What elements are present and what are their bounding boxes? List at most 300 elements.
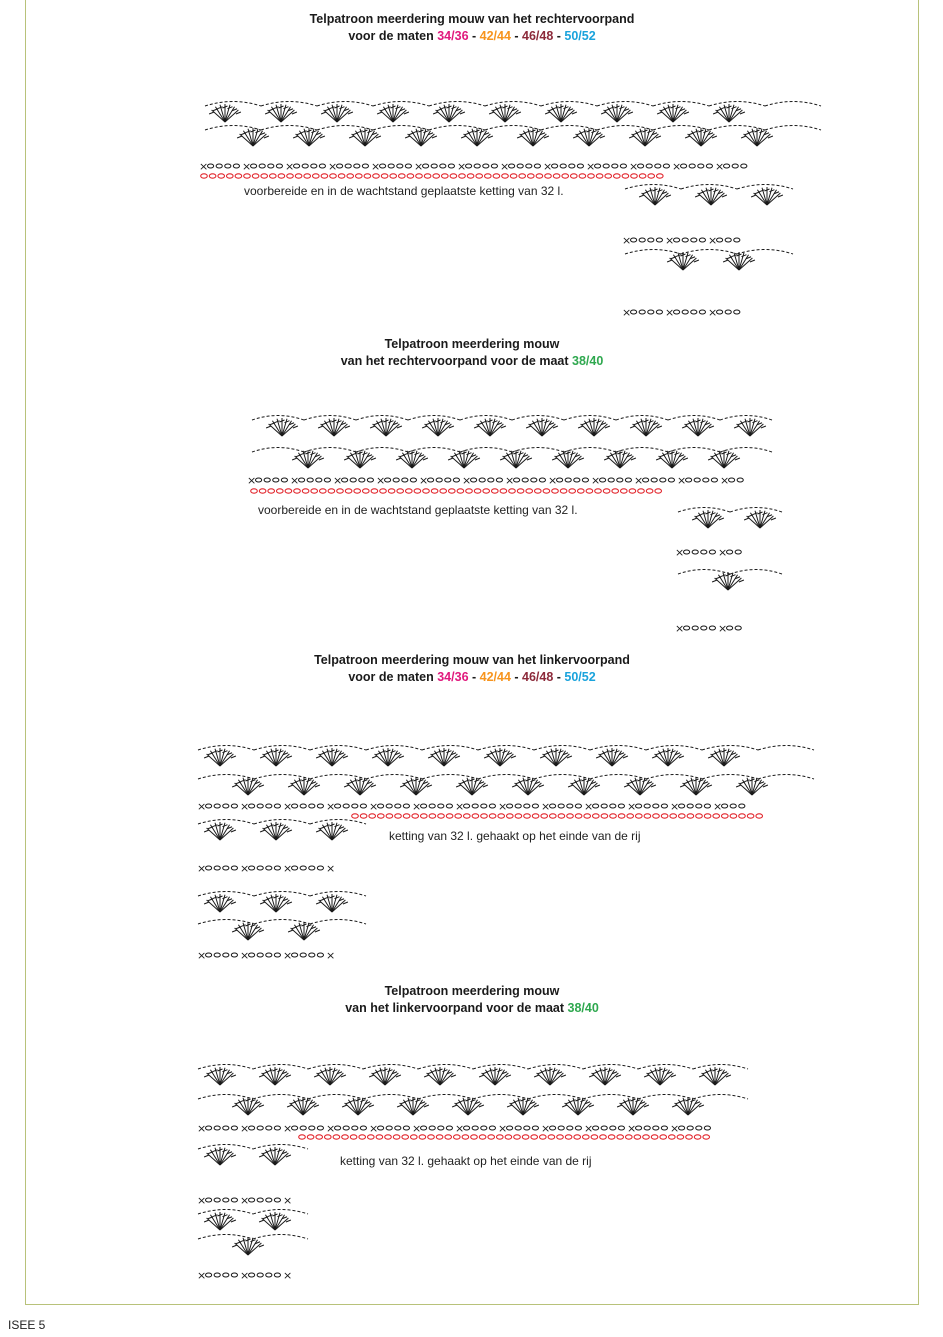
chain-stitch bbox=[646, 489, 653, 493]
chain-stitch bbox=[385, 478, 391, 482]
single-crochet-symbol: × bbox=[326, 949, 336, 962]
chain-stitch bbox=[653, 1126, 659, 1130]
chain-stitch bbox=[540, 1135, 547, 1139]
treble-bar bbox=[497, 1070, 502, 1072]
chain-stitch bbox=[381, 174, 388, 178]
chain-stitch bbox=[617, 478, 623, 482]
chain-stitch bbox=[249, 1126, 255, 1130]
single-crochet-symbol: × bbox=[371, 160, 381, 173]
single-crochet-symbol: × bbox=[283, 1269, 293, 1282]
treble-bar bbox=[492, 421, 497, 423]
chain-stitch bbox=[653, 814, 660, 818]
chain-stitch bbox=[399, 174, 406, 178]
treble-bar bbox=[708, 458, 713, 460]
chain-stitch bbox=[274, 1198, 280, 1202]
single-crochet-symbol: × bbox=[369, 1122, 379, 1135]
chain-stitch bbox=[657, 174, 664, 178]
chain-stitch bbox=[402, 478, 408, 482]
chain-stitch bbox=[699, 238, 705, 242]
treble-bar bbox=[442, 107, 447, 109]
chain-stitch bbox=[578, 489, 585, 493]
single-crochet-symbol: × bbox=[240, 800, 250, 813]
chain-stitch bbox=[428, 478, 434, 482]
chain-stitch bbox=[411, 1135, 418, 1139]
treble-bar bbox=[305, 1100, 310, 1102]
chain-stitch bbox=[622, 174, 629, 178]
treble-bar bbox=[315, 930, 320, 932]
treble-bar bbox=[334, 825, 339, 827]
chain-stitch bbox=[661, 1126, 667, 1130]
chain-stitch bbox=[462, 1135, 469, 1139]
treble-bar bbox=[648, 421, 653, 423]
treble-bar bbox=[209, 112, 214, 114]
treble-bar bbox=[286, 1075, 291, 1077]
chain-stitch bbox=[218, 174, 225, 178]
chain-stitch bbox=[268, 489, 275, 493]
treble-bar bbox=[619, 107, 624, 109]
chain-stitch bbox=[617, 1135, 624, 1139]
treble-bar bbox=[525, 1100, 530, 1102]
treble-bar bbox=[406, 1100, 411, 1102]
chain-stitch bbox=[509, 489, 516, 493]
chain-stitch bbox=[729, 478, 735, 482]
chain-stitch bbox=[317, 953, 323, 957]
chain-stitch bbox=[491, 164, 497, 168]
chain-stitch bbox=[352, 1126, 358, 1130]
chain-stitch bbox=[732, 164, 738, 168]
section-2-title-line2 bbox=[25, 353, 919, 370]
chain-stitch bbox=[277, 489, 284, 493]
section-3-title bbox=[25, 652, 919, 686]
chain-stitch bbox=[309, 953, 315, 957]
treble-bar bbox=[387, 1070, 392, 1072]
chain-arc bbox=[308, 1065, 363, 1070]
chain-stitch bbox=[403, 1126, 409, 1130]
treble-bar bbox=[437, 751, 442, 753]
chain-stitch bbox=[727, 550, 733, 554]
chain-arc bbox=[478, 746, 534, 751]
treble-bar bbox=[222, 1150, 227, 1152]
chain-stitch bbox=[545, 174, 552, 178]
chain-stitch bbox=[472, 814, 479, 818]
chain-stitch bbox=[359, 1135, 366, 1139]
treble-bar bbox=[735, 458, 740, 460]
chain-stitch bbox=[259, 164, 265, 168]
single-crochet-symbol: × bbox=[199, 160, 209, 173]
chain-stitch bbox=[557, 478, 563, 482]
treble-bar bbox=[470, 131, 475, 133]
treble-bar bbox=[428, 756, 433, 758]
chain-stitch bbox=[464, 804, 470, 808]
treble-bar bbox=[474, 426, 479, 428]
chain-stitch bbox=[371, 489, 378, 493]
treble-bar bbox=[370, 426, 375, 428]
chain-stitch bbox=[519, 174, 526, 178]
treble-bar bbox=[362, 780, 367, 782]
single-crochet-symbol: × bbox=[240, 862, 250, 875]
chain-arc bbox=[485, 102, 541, 107]
chain-stitch bbox=[223, 1273, 229, 1277]
chain-stitch bbox=[653, 804, 659, 808]
treble-bar bbox=[397, 426, 402, 428]
treble-bar bbox=[277, 1070, 282, 1072]
chain-arc bbox=[363, 1095, 418, 1100]
chain-stitch bbox=[307, 478, 313, 482]
treble-bar bbox=[306, 925, 311, 927]
chain-stitch bbox=[364, 174, 371, 178]
chain-stitch bbox=[231, 866, 237, 870]
treble-bar bbox=[699, 1075, 704, 1077]
chain-stitch bbox=[302, 489, 309, 493]
treble-bar bbox=[726, 453, 731, 455]
chain-stitch bbox=[223, 953, 229, 957]
chain-stitch bbox=[655, 489, 662, 493]
treble-bar bbox=[561, 453, 566, 455]
treble-bar bbox=[633, 780, 638, 782]
chain-stitch bbox=[531, 1135, 538, 1139]
chain-stitch bbox=[214, 953, 220, 957]
treble-bar bbox=[638, 131, 643, 133]
chain-arc bbox=[366, 746, 422, 751]
chain-stitch bbox=[684, 626, 690, 630]
treble-bar bbox=[753, 513, 758, 515]
treble-bar bbox=[250, 1100, 255, 1102]
chain-stitch bbox=[631, 174, 638, 178]
treble-bar bbox=[344, 785, 349, 787]
treble-bar bbox=[325, 751, 330, 753]
chain-stitch bbox=[423, 489, 430, 493]
chain-stitch bbox=[704, 814, 711, 818]
chain-stitch bbox=[300, 953, 306, 957]
chain-stitch bbox=[206, 953, 212, 957]
treble-bar bbox=[348, 112, 353, 114]
treble-bar bbox=[535, 131, 540, 133]
chain-stitch bbox=[352, 814, 359, 818]
treble-bar bbox=[255, 131, 260, 133]
chain-stitch bbox=[603, 164, 609, 168]
chain-arc bbox=[646, 775, 702, 780]
treble-bar bbox=[460, 112, 465, 114]
chain-stitch bbox=[627, 814, 634, 818]
chain-arc bbox=[254, 920, 310, 925]
treble-bar bbox=[213, 1215, 218, 1217]
treble-bar bbox=[622, 453, 627, 455]
chain-stitch bbox=[231, 953, 237, 957]
section-4-note: ketting van 32 l. gehaakt op het einde van de rij bbox=[340, 1154, 592, 1168]
single-crochet-symbol: × bbox=[462, 474, 472, 487]
treble-bar bbox=[580, 1100, 585, 1102]
chain-stitch bbox=[350, 478, 356, 482]
chain-stitch bbox=[550, 814, 557, 818]
chain-stitch bbox=[325, 1135, 332, 1139]
treble-bar bbox=[296, 1100, 301, 1102]
chain-stitch bbox=[467, 174, 474, 178]
separator: - bbox=[468, 670, 480, 684]
chain-stitch bbox=[730, 814, 737, 818]
treble-bar bbox=[731, 107, 736, 109]
chain-stitch bbox=[725, 238, 731, 242]
chain-stitch bbox=[373, 174, 380, 178]
treble-bar bbox=[422, 426, 427, 428]
chain-stitch bbox=[251, 489, 258, 493]
chain-stitch bbox=[316, 478, 322, 482]
treble-bar bbox=[744, 518, 749, 520]
chain-stitch bbox=[493, 174, 500, 178]
treble-bar bbox=[685, 255, 690, 257]
chain-stitch bbox=[436, 1135, 443, 1139]
treble-bar bbox=[539, 785, 544, 787]
chain-stitch bbox=[575, 1126, 581, 1130]
treble-bar bbox=[424, 1075, 429, 1077]
treble-bar bbox=[616, 1075, 621, 1077]
chain-stitch bbox=[483, 489, 490, 493]
treble-bar bbox=[570, 453, 575, 455]
chain-stitch bbox=[610, 814, 617, 818]
treble-bar bbox=[722, 195, 727, 197]
chain-stitch bbox=[309, 866, 315, 870]
chain-stitch bbox=[485, 174, 492, 178]
chain-arc bbox=[373, 102, 429, 107]
chain-stitch bbox=[638, 489, 645, 493]
treble-bar bbox=[703, 131, 708, 133]
treble-bar bbox=[440, 421, 445, 423]
chain-stitch bbox=[524, 814, 531, 818]
chain-arc bbox=[310, 746, 366, 751]
chain-stitch bbox=[328, 489, 335, 493]
treble-bar bbox=[432, 136, 437, 138]
chain-stitch bbox=[201, 174, 208, 178]
chain-stitch bbox=[410, 478, 416, 482]
treble-bar bbox=[378, 1070, 383, 1072]
chain-stitch bbox=[363, 489, 370, 493]
treble-bar bbox=[530, 780, 535, 782]
treble-bar bbox=[573, 136, 578, 138]
chain-stitch bbox=[515, 804, 521, 808]
treble-bar bbox=[293, 426, 298, 428]
chain-stitch bbox=[450, 174, 457, 178]
section-4-title-line1: Telpatroon meerdering mouw bbox=[384, 984, 560, 998]
chain-stitch bbox=[569, 489, 576, 493]
chain-arc bbox=[253, 1210, 308, 1215]
treble-bar bbox=[241, 780, 246, 782]
chain-stitch bbox=[492, 489, 499, 493]
treble-bar bbox=[722, 107, 727, 109]
chain-stitch bbox=[593, 804, 599, 808]
chain-stitch bbox=[595, 164, 601, 168]
chain-stitch bbox=[696, 804, 702, 808]
chain-arc bbox=[308, 1095, 363, 1100]
treble-bar bbox=[339, 107, 344, 109]
treble-bar bbox=[617, 1105, 622, 1107]
treble-bar bbox=[657, 426, 662, 428]
treble-bar bbox=[311, 131, 316, 133]
chain-stitch bbox=[317, 804, 323, 808]
size-label: 42/44 bbox=[479, 29, 511, 43]
chain-stitch bbox=[380, 489, 387, 493]
chain-stitch bbox=[316, 1135, 323, 1139]
chain-arc bbox=[408, 448, 460, 453]
chain-stitch bbox=[421, 814, 428, 818]
treble-bar bbox=[466, 453, 471, 455]
chain-arc bbox=[765, 102, 821, 107]
size-label: 42/44 bbox=[479, 670, 511, 684]
single-crochet-symbol: × bbox=[541, 800, 551, 813]
treble-bar bbox=[526, 131, 531, 133]
chain-stitch bbox=[292, 1126, 298, 1130]
chain-stitch bbox=[223, 866, 229, 870]
chain-arc bbox=[198, 1235, 253, 1240]
chain-arc bbox=[528, 1095, 583, 1100]
chain-arc bbox=[261, 102, 317, 107]
chain-stitch bbox=[360, 1126, 366, 1130]
chain-stitch bbox=[735, 550, 741, 554]
chain-stitch bbox=[612, 489, 619, 493]
chain-stitch bbox=[360, 814, 367, 818]
treble-bar bbox=[651, 785, 656, 787]
chain-stitch bbox=[309, 1126, 315, 1130]
chain-stitch bbox=[536, 174, 543, 178]
single-crochet-symbol: × bbox=[419, 474, 429, 487]
chain-stitch bbox=[687, 814, 694, 818]
section-1-title bbox=[25, 11, 919, 45]
treble-bar bbox=[675, 107, 680, 109]
chain-stitch bbox=[515, 1126, 521, 1130]
treble-bar bbox=[213, 1070, 218, 1072]
chain-stitch bbox=[299, 1135, 306, 1139]
chain-stitch bbox=[393, 1135, 400, 1139]
treble-bar bbox=[320, 136, 325, 138]
treble-bar bbox=[241, 925, 246, 927]
chain-stitch bbox=[214, 1126, 220, 1130]
chain-arc bbox=[616, 448, 668, 453]
treble-bar bbox=[372, 756, 377, 758]
treble-bar bbox=[360, 1100, 365, 1102]
chain-arc bbox=[512, 416, 564, 421]
chain-stitch bbox=[333, 1135, 340, 1139]
chain-stitch bbox=[552, 489, 559, 493]
treble-bar bbox=[672, 1105, 677, 1107]
treble-bar bbox=[582, 131, 587, 133]
chain-stitch bbox=[350, 1135, 357, 1139]
treble-bar bbox=[750, 260, 755, 262]
treble-bar bbox=[685, 136, 690, 138]
chain-stitch bbox=[588, 174, 595, 178]
treble-bar bbox=[369, 1075, 374, 1077]
chain-stitch bbox=[206, 1126, 212, 1130]
treble-bar bbox=[521, 780, 526, 782]
chain-stitch bbox=[526, 164, 532, 168]
chain-arc bbox=[429, 102, 485, 107]
chain-stitch bbox=[656, 310, 662, 314]
chain-stitch bbox=[356, 174, 363, 178]
treble-bar bbox=[610, 107, 615, 109]
chain-arc bbox=[310, 775, 366, 780]
chain-stitch bbox=[543, 489, 550, 493]
treble-bar bbox=[344, 458, 349, 460]
chain-arc bbox=[737, 250, 793, 255]
treble-bar bbox=[562, 1105, 567, 1107]
chain-stitch bbox=[285, 489, 292, 493]
title-prefix: van het rechtervoorpand voor de maat bbox=[340, 354, 573, 368]
treble-bar bbox=[741, 136, 746, 138]
treble-bar bbox=[400, 785, 405, 787]
single-crochet-symbol: × bbox=[634, 474, 644, 487]
chain-stitch bbox=[292, 866, 298, 870]
treble-bar bbox=[455, 756, 460, 758]
chain-stitch bbox=[307, 1135, 314, 1139]
chain-stitch bbox=[376, 1135, 383, 1139]
chain-stitch bbox=[687, 1126, 693, 1130]
treble-bar bbox=[754, 780, 759, 782]
treble-bar bbox=[376, 136, 381, 138]
chain-stitch bbox=[553, 174, 560, 178]
chain-arc bbox=[681, 250, 737, 255]
chain-stitch bbox=[295, 174, 302, 178]
chain-stitch bbox=[428, 1135, 435, 1139]
chain-stitch bbox=[608, 1135, 615, 1139]
treble-bar bbox=[288, 930, 293, 932]
treble-bar bbox=[512, 785, 517, 787]
chain-arc bbox=[304, 448, 356, 453]
chain-arc bbox=[564, 416, 616, 421]
chain-stitch bbox=[264, 478, 270, 482]
chain-stitch bbox=[292, 804, 298, 808]
chain-stitch bbox=[644, 814, 651, 818]
chain-stitch bbox=[251, 164, 257, 168]
treble-bar bbox=[268, 1070, 273, 1072]
chain-stitch bbox=[586, 489, 593, 493]
treble-bar bbox=[488, 1070, 493, 1072]
treble-bar bbox=[760, 190, 765, 192]
chain-stitch bbox=[560, 164, 566, 168]
treble-bar bbox=[498, 107, 503, 109]
single-crochet-symbol: × bbox=[240, 1269, 250, 1282]
chain-stitch bbox=[206, 866, 212, 870]
chain-stitch bbox=[679, 804, 685, 808]
treble-bar bbox=[554, 107, 559, 109]
chain-stitch bbox=[648, 310, 654, 314]
chain-stitch bbox=[403, 804, 409, 808]
treble-bar bbox=[743, 421, 748, 423]
treble-bar bbox=[297, 925, 302, 927]
single-crochet-symbol: × bbox=[677, 474, 687, 487]
chain-stitch bbox=[696, 814, 703, 818]
chain-stitch bbox=[679, 1126, 685, 1130]
chain-stitch bbox=[354, 489, 361, 493]
chain-stitch bbox=[548, 1135, 555, 1139]
chain-stitch bbox=[235, 174, 242, 178]
chain-stitch bbox=[438, 804, 444, 808]
treble-bar bbox=[316, 756, 321, 758]
chain-stitch bbox=[734, 310, 740, 314]
treble-bar bbox=[277, 1215, 282, 1217]
treble-bar bbox=[431, 421, 436, 423]
chain-stitch bbox=[423, 164, 429, 168]
chain-stitch bbox=[206, 1273, 212, 1277]
separator: - bbox=[553, 670, 565, 684]
single-crochet-symbol: × bbox=[283, 800, 293, 813]
treble-bar bbox=[682, 426, 687, 428]
treble-bar bbox=[680, 785, 685, 787]
chain-stitch bbox=[302, 164, 308, 168]
chain-stitch bbox=[223, 804, 229, 808]
chain-arc bbox=[638, 1065, 693, 1070]
treble-bar bbox=[265, 112, 270, 114]
treble-bar bbox=[488, 136, 493, 138]
treble-bar bbox=[483, 785, 488, 787]
treble-bar bbox=[297, 780, 302, 782]
chain-arc bbox=[460, 416, 512, 421]
